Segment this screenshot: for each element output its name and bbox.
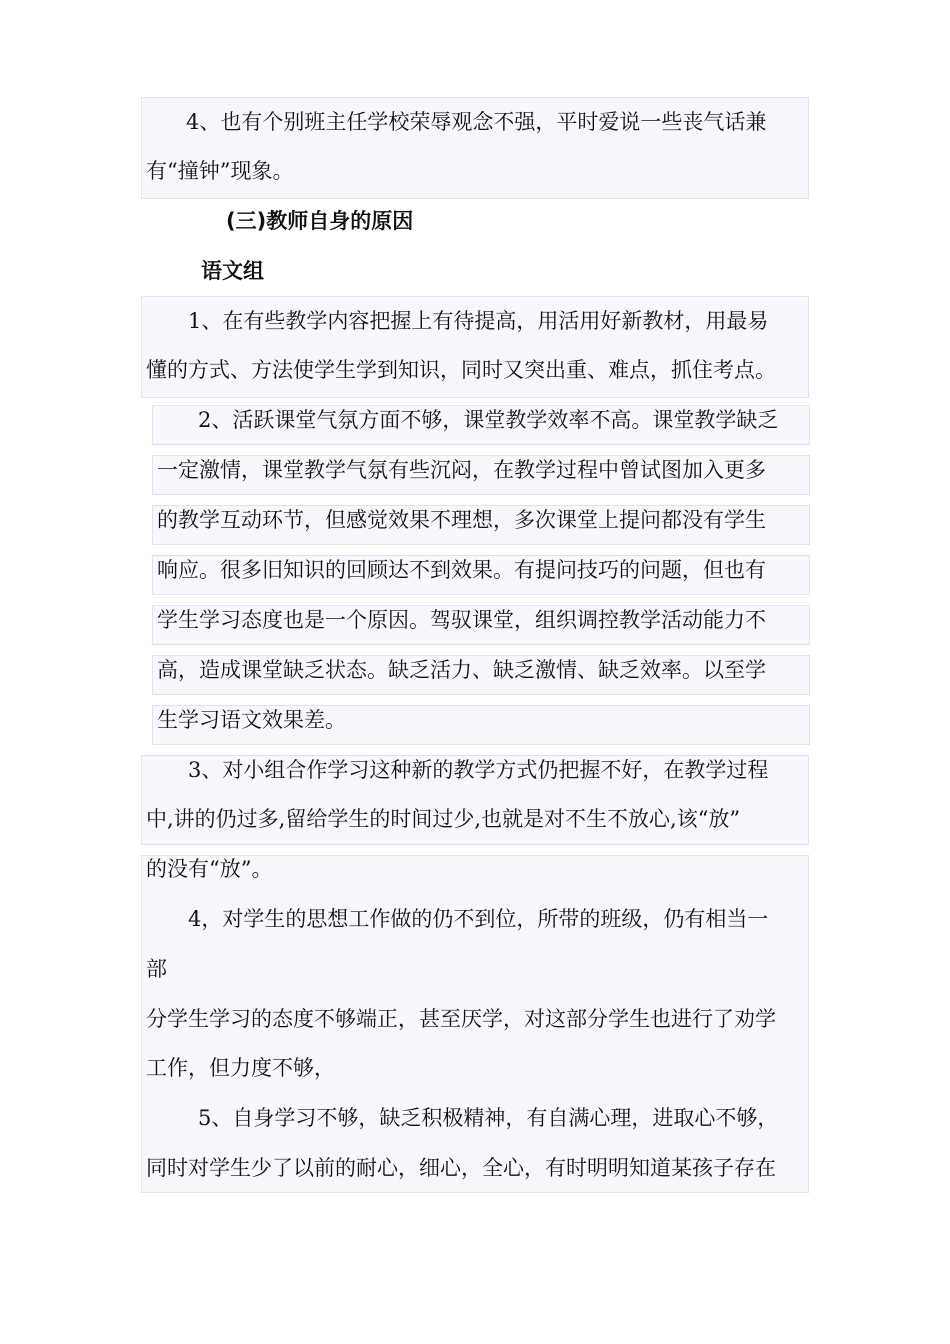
paragraph-line: 中,讲的仍过多,留给学生的时间过少,也就是对不生不放心,该“放” — [146, 807, 741, 831]
paragraph-line: 1、在有些教学内容把握上有待提高，用活用好新教材，用最易 — [188, 309, 769, 333]
paragraph-line: 一定激情，课堂教学气氛有些沉闷，在教学过程中曾试图加入更多 — [157, 458, 766, 482]
paragraph-line: 2、活跃课堂气氛方面不够，课堂教学效率不高。课堂教学缺乏 — [198, 408, 779, 432]
paragraph-line: 的没有“放”。 — [146, 857, 273, 881]
paragraph-line: 学生学习态度也是一个原因。驾驭课堂，组织调控教学活动能力不 — [157, 608, 766, 632]
paragraph-line: 工作，但力度不够， — [146, 1056, 335, 1080]
paragraph-line: 3、对小组合作学习这种新的教学方式仍把握不好，在教学过程 — [188, 758, 769, 782]
paragraph-line: 5、自身学习不够，缺乏积极精神，有自满心理，进取心不够， — [198, 1106, 779, 1130]
paragraph-line: 4、也有个别班主任学校荣辱观念不强，平时爱说一些丧气话兼 — [186, 110, 767, 134]
paragraph-line: 部 — [146, 957, 167, 981]
paragraph-line: 有“撞钟”现象。 — [146, 159, 294, 183]
group-heading: 语文组 — [201, 259, 264, 283]
paragraph-line: 的教学互动环节，但感觉效果不理想，多次课堂上提问都没有学生 — [157, 508, 766, 532]
paragraph-line: 分学生学习的态度不够端正，甚至厌学，对这部分学生也进行了劝学 — [146, 1007, 776, 1031]
paragraph-line: 响应。很多旧知识的回顾达不到效果。有提问技巧的问题，但也有 — [157, 558, 766, 582]
paragraph-line: 4，对学生的思想工作做的仍不到位，所带的班级，仍有相当一 — [188, 907, 769, 931]
paragraph-line: 高，造成课堂缺乏状态。缺乏活力、缺乏激情、缺乏效率。以至学 — [157, 658, 766, 682]
section-heading: (三)教师自身的原因 — [226, 209, 414, 233]
paragraph-line: 生学习语文效果差。 — [157, 708, 346, 732]
paragraph-line: 懂的方式、方法使学生学到知识，同时又突出重、难点，抓住考点。 — [146, 358, 776, 382]
paragraph-line: 同时对学生少了以前的耐心，细心，全心，有时明明知道某孩子存在 — [146, 1156, 776, 1180]
